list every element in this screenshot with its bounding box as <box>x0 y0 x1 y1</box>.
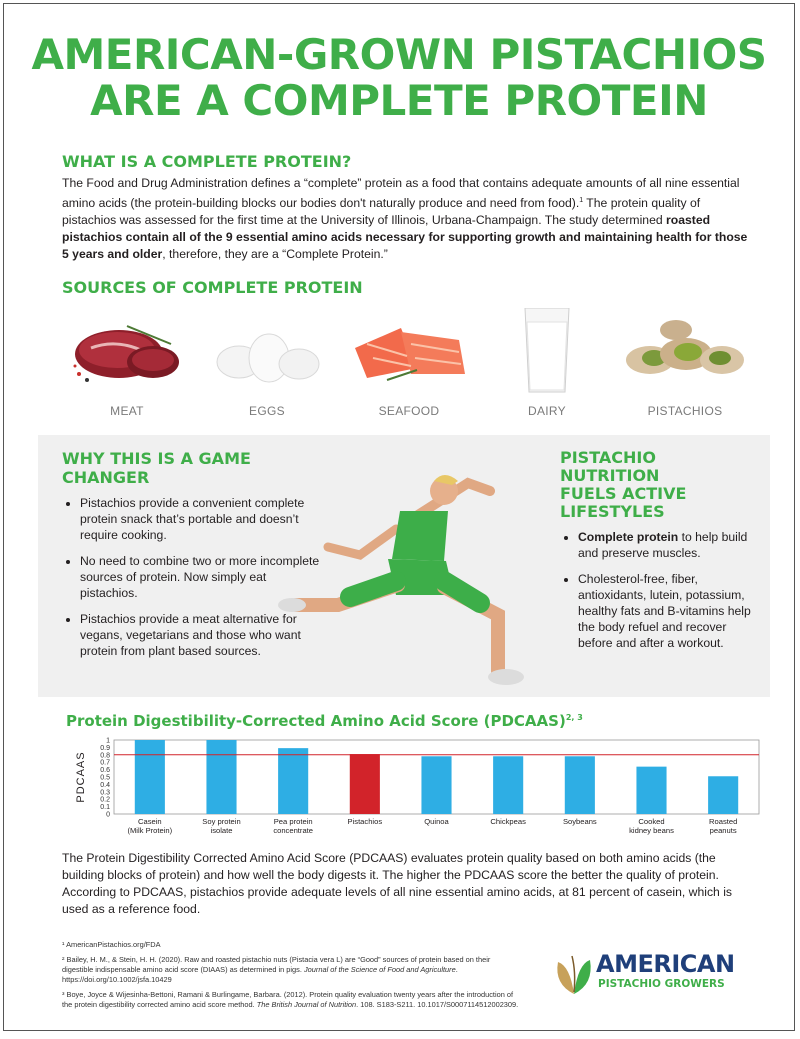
pistachio-logo-icon <box>552 948 596 996</box>
apg-logo <box>552 948 762 998</box>
y-tick-label: 0.6 <box>100 767 110 775</box>
food-label-pistachios: PISTACHIOS <box>647 404 723 418</box>
food-pistachios <box>620 308 750 418</box>
pistachio-icon <box>620 308 750 386</box>
y-tick-label: 0.5 <box>100 774 110 782</box>
fuels-bullet-rest: to help build and preserve muscles. <box>578 530 748 560</box>
x-tick-label: kidney beans <box>629 826 674 835</box>
why-bullet: • Pistachios provide a convenient complete protein snack that’s portable and doesn’t require cooking. <box>80 495 322 543</box>
x-tick-label: Pea protein <box>273 817 313 826</box>
intro-text-b: The protein quality of pistachios was assessed for the first time at the University of Illinois, Urbana-Champaign. The study determined <box>62 196 701 228</box>
bar <box>636 767 666 814</box>
why-bullet: • No need to combine two or more incomplete sources of protein. Now simply eat pistachios. <box>80 553 322 601</box>
intro-text-c: , therefore, they are a “Complete Protein.” <box>162 247 388 262</box>
fuels-bullet <box>578 529 760 561</box>
x-tick-label: peanuts <box>709 826 737 835</box>
game-changer-panel <box>38 435 770 697</box>
y-tick-label: 0.4 <box>100 781 110 789</box>
why-bullet: • Pistachios provide a meat alternative for vegans, vegetarians and those who want protein from plant based sources. <box>80 611 322 659</box>
x-tick-label: isolate <box>210 826 233 835</box>
y-tick-label: 0 <box>106 811 110 819</box>
food-eggs <box>202 308 332 418</box>
bar <box>135 740 165 814</box>
page-title <box>4 32 794 124</box>
food-label-meat: MEAT <box>110 404 144 418</box>
chart-description: The Protein Digestibility Corrected Amino Acid Score (PDCAAS) evaluates protein quality based on both amino acids (the building blocks of protein) and how well the body digests it. The higher the PDCAAS score the better the quality of protein. According to PDCAAS, pistachios provide adequate levels of all nine essential amino acids, at 81 percent of casein, which is used as a reference food. <box>62 851 733 916</box>
x-tick-label: Soybeans <box>562 817 597 826</box>
fuels-section <box>560 449 760 661</box>
intro-text-bold: roasted pistachios contain all of the 9 essential amino acids necessary for supporting growth and maintaining health for those 5 years and older <box>62 213 748 262</box>
fuels-heading-l3: LIFESTYLES <box>560 502 665 521</box>
food-label-eggs: EGGS <box>249 404 285 418</box>
bar <box>206 740 236 814</box>
footnote-3 <box>62 990 522 1010</box>
meat-icon <box>67 308 187 386</box>
bar <box>565 756 595 814</box>
x-tick-label: Cooked <box>638 817 665 826</box>
bar <box>421 756 451 814</box>
x-tick-label: concentrate <box>273 826 314 835</box>
x-tick-label: Quinoa <box>424 817 449 826</box>
food-seafood <box>344 308 474 418</box>
intro-heading: WHAT IS A COMPLETE PROTEIN? <box>62 152 352 171</box>
y-tick-label: 0.7 <box>100 759 110 767</box>
y-tick-label: 1 <box>106 737 110 745</box>
milk-glass-icon <box>487 308 607 394</box>
why-heading: WHY THIS IS A GAME CHANGER <box>62 449 251 487</box>
y-axis-label: PDCAAS <box>75 751 87 803</box>
x-tick-label: (Milk Protein) <box>127 826 173 835</box>
runner-image <box>268 455 558 695</box>
fuels-bullet-bold: Complete protein <box>578 530 679 544</box>
x-tick-label: Pistachios <box>347 817 383 826</box>
footnote-2-doi: . https://doi.org/10.1002/jsfa.10429 <box>62 965 458 984</box>
fuels-bullet: • Cholesterol-free, fiber, antioxidants, lutein, potassium, healthy fats and B-vitamins help the body refuel and recover before and after a workout. <box>578 571 760 651</box>
footnote-3-journal: The British Journal of Nutrition <box>256 1000 357 1009</box>
x-tick-label: Roasted <box>709 817 738 826</box>
bar <box>278 748 308 814</box>
y-tick-label: 0.1 <box>100 804 110 812</box>
y-tick-label: 0.3 <box>100 789 110 797</box>
y-tick-label: 0.2 <box>100 796 110 804</box>
bar <box>708 776 738 814</box>
eggs-icon <box>207 308 327 386</box>
intro-text-a: The Food and Drug Administration defines a “complete” protein as a food that contains adequate amounts of all nine essential amino acids (the protein-building blocks our bodies don't naturally produce and need from food). <box>62 176 740 211</box>
food-row <box>62 308 752 418</box>
fuels-heading-l2: FUELS ACTIVE <box>560 484 687 503</box>
footnote-2-journal: Journal of the Science of Food and Agriculture <box>303 965 456 974</box>
sources-heading: SOURCES OF COMPLETE PROTEIN <box>62 278 363 297</box>
footnote-3-text: ³ Boye, Joyce & Wijesinha-Bettoni, Ramani & Burlingame, Barbara. (2012). Protein quality evaluation twenty years after the introduction of the protein digestibility corrected amino acid score method. <box>62 990 514 1009</box>
y-tick-label: 0.9 <box>100 744 110 752</box>
title-line-2: ARE A COMPLETE PROTEIN <box>90 76 708 125</box>
fuels-heading <box>560 449 760 521</box>
food-dairy <box>482 308 612 418</box>
footnote-2 <box>62 955 522 985</box>
food-meat <box>62 308 192 418</box>
title-line-1: AMERICAN-GROWN PISTACHIOS <box>31 30 767 79</box>
fuels-list <box>560 529 760 651</box>
footnotes <box>62 940 522 1015</box>
intro-section <box>62 152 752 263</box>
food-label-seafood: SEAFOOD <box>378 404 440 418</box>
footnote-3-doi: . 108. S183-S211. 10.1017/S0007114512002309. <box>356 1000 519 1009</box>
x-tick-label: Casein <box>138 817 162 826</box>
y-tick-label: 0.8 <box>100 752 110 760</box>
intro-paragraph <box>62 175 752 263</box>
food-label-dairy: DAIRY <box>528 404 566 418</box>
logo-subtitle: PISTACHIO GROWERS <box>598 978 725 990</box>
logo-word: AMERICAN <box>596 950 735 978</box>
footnote-2-text: ² Bailey, H. M., & Stein, H. H. (2020). Raw and roasted pistachio nuts (Pistacia vera L) are “Good” sources of protein based on their digestible indispensable amino acid score (DIAAS) as determined in pigs. <box>62 955 491 974</box>
infographic-page <box>3 3 795 1031</box>
salmon-icon <box>347 308 471 386</box>
fuels-heading-l1: PISTACHIO NUTRITION <box>560 448 660 485</box>
footnote-1: ¹ AmericanPistachios.org/FDA <box>62 940 161 949</box>
bar <box>350 754 380 814</box>
chart-heading-text: Protein Digestibility-Corrected Amino Acid Score (PDCAAS) <box>66 712 566 730</box>
chart-heading-sup: 2, 3 <box>565 713 583 722</box>
x-tick-label: Chickpeas <box>490 817 526 826</box>
chart-heading <box>66 712 583 730</box>
x-tick-label: Soy protein <box>202 817 241 826</box>
bar <box>493 756 523 814</box>
intro-sup: 1 <box>579 197 584 204</box>
pdcaas-chart <box>64 732 764 844</box>
